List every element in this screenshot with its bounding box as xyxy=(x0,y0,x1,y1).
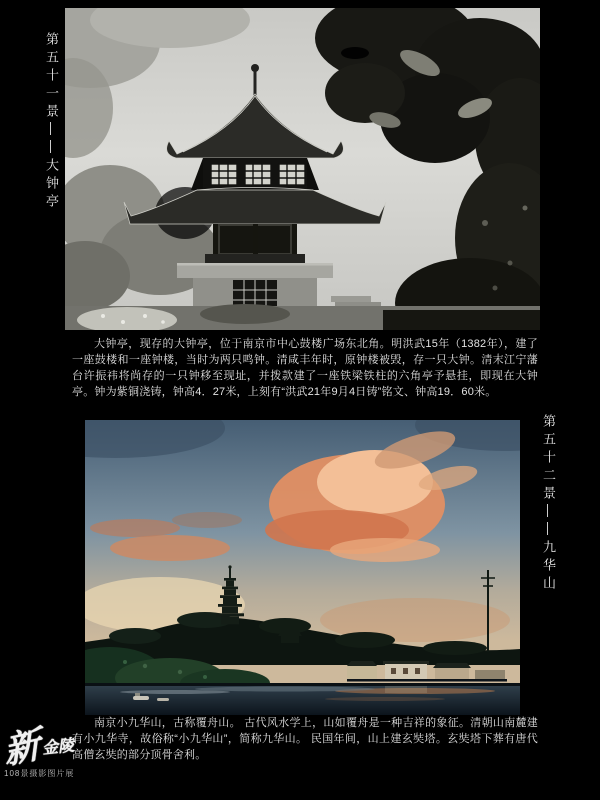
logo-subtitle: 108景摄影图片展 xyxy=(4,769,75,778)
logo-brand-char: 新 xyxy=(2,723,42,773)
logo-brand-rest: 金陵 xyxy=(41,735,76,758)
exhibition-logo xyxy=(2,723,96,779)
scene52-photo xyxy=(85,420,520,715)
scene52-side-caption: 第五十二景——九华山 xyxy=(541,414,556,594)
foreground-bushes xyxy=(65,304,540,330)
sunset-lake-illustration xyxy=(85,420,520,715)
hilltop-pavilion-silhouette xyxy=(278,630,302,643)
scene51-side-caption: 第五十一景——大钟亭 xyxy=(44,32,59,212)
scene52-paragraph: 南京小九华山，古称覆舟山。 古代风水学上，山如覆舟是一种吉祥的象征。清朝山南麓建有小九华寺，故俗称“小九华山”，简称九华山。 民国年间，山上建玄奘塔。玄奘塔下葬有唐代高僧玄奘的部分顶骨舍利。 xyxy=(72,717,538,761)
scene51-photo xyxy=(65,8,540,330)
lake-water xyxy=(85,683,520,715)
pavilion-photo-illustration xyxy=(65,8,540,330)
scene51-paragraph: 大钟亭，现存的大钟亭，位于南京市中心鼓楼广场东北角。明洪武15年（1382年），建了一座鼓楼和一座钟楼，当时为两只鸣钟。清咸丰年时，原钟楼被毁，存一只大钟。清末江宁藩台许振祎将尚存的一只钟移至现址，并拨款建了一座铁梁铁柱的六角亭予悬挂，即现在大钟亭。钟为紫铜浇铸，钟高4．27米，上刻有“洪武21年9月4日铸”铭文、钟高19．60米。 xyxy=(72,338,538,398)
